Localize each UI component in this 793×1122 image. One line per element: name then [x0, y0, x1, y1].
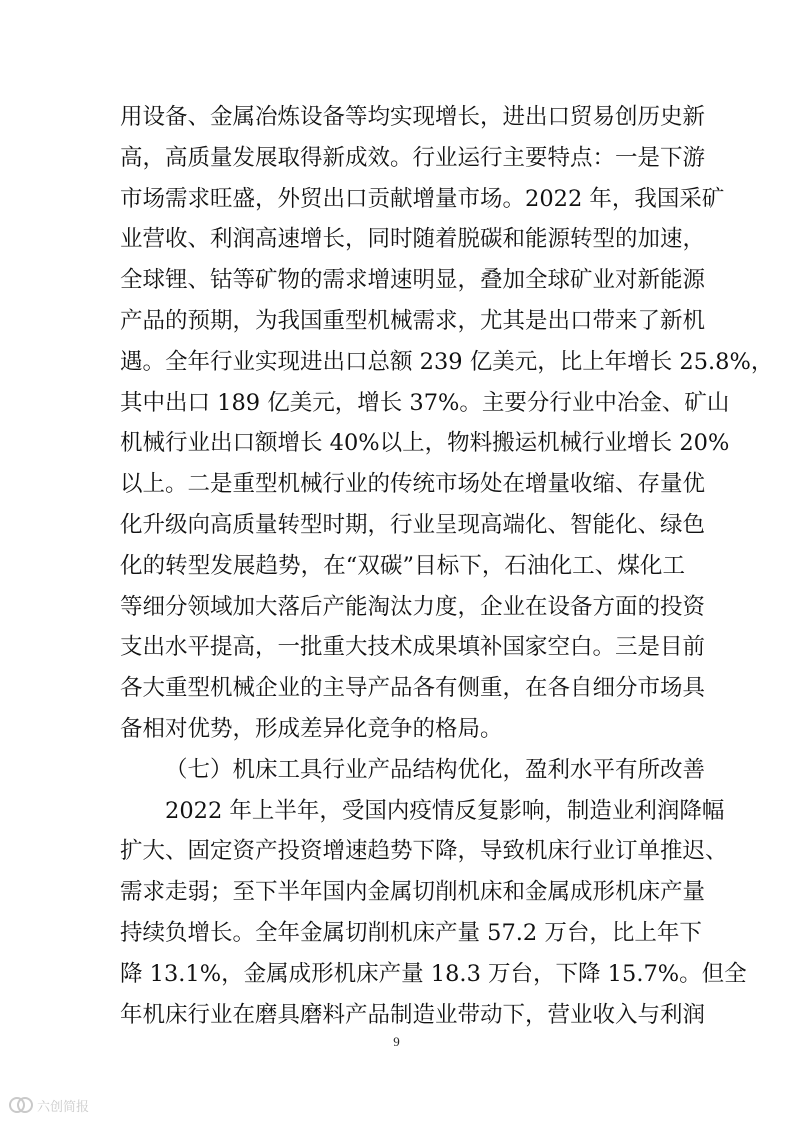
watermark	[8, 1094, 89, 1116]
body-text-line: 市场需求旺盛，外贸出口贡献增量市场。2022 年，我国采矿	[120, 185, 725, 212]
body-text-line: 需求走弱；至下半年国内金属切削机床和金属成形机床产量	[120, 879, 706, 906]
body-text-line: 产品的预期，为我国重型机械需求，尤其是出口带来了新机	[120, 308, 706, 334]
body-text-line: 化的转型发展趋势，在“双碳”目标下，石油化工、煤化工	[120, 552, 685, 579]
body-text-line: 持续负增长。全年金属切削机床产量 57.2 万台，比上年下	[120, 920, 702, 946]
body-text-line: 支出水平提高，一批重大技术成果填补国家空白。三是目前	[120, 634, 706, 661]
body-text-line: 化升级向高质量转型时期，行业呈现高端化、智能化、绿色	[120, 512, 706, 538]
body-text-line: 年机床行业在磨具磨料产品制造业带动下，营业收入与利润	[120, 1001, 706, 1028]
body-text-line: 高，高质量发展取得新成效。行业运行主要特点：一是下游	[120, 144, 706, 171]
body-text-line: 2022 年上半年，受国内疫情反复影响，制造业利润降幅	[165, 797, 725, 824]
section-heading: （七）机床工具行业产品结构优化，盈利水平有所改善	[165, 756, 706, 783]
watermark-text: 六创简报	[37, 1099, 90, 1115]
body-text-line: 全球锂、钴等矿物的需求增速明显，叠加全球矿业对新能源	[120, 267, 706, 294]
body-text-line: 遇。全年行业实现进出口总额 239 亿美元，比上年增长 25.8%，	[120, 348, 774, 375]
body-text-line: 降 13.1%，金属成形机床产量 18.3 万台，下降 15.7%。但全	[120, 960, 747, 987]
body-text-line: 扩大、固定资产投资增速趋势下降，导致机床行业订单推迟、	[120, 838, 728, 865]
body-text-line: 各大重型机械企业的主导产品各有侧重，在各自细分市场具	[120, 675, 706, 702]
watermark-logo-icon	[8, 1095, 34, 1115]
page-number: 9	[393, 1034, 400, 1049]
body-text-line: 机械行业出口额增长 40%以上，物料搬运机械行业增长 20%	[120, 430, 730, 457]
body-text-line: 等细分领域加大落后产能淘汰力度，企业在设备方面的投资	[120, 593, 706, 620]
body-text-line: 其中出口 189 亿美元，增长 37%。主要分行业中冶金、矿山	[120, 389, 730, 416]
body-text-line: 备相对优势，形成差异化竞争的格局。	[120, 716, 503, 742]
body-text-line: 业营收、利润高速增长，同时随着脱碳和能源转型的加速，	[120, 226, 706, 253]
body-text-line: 以上。二是重型机械行业的传统市场处在增量收缩、存量优	[120, 471, 706, 498]
body-text-line: 用设备、金属冶炼设备等均实现增长，进出口贸易创历史新	[120, 104, 706, 130]
